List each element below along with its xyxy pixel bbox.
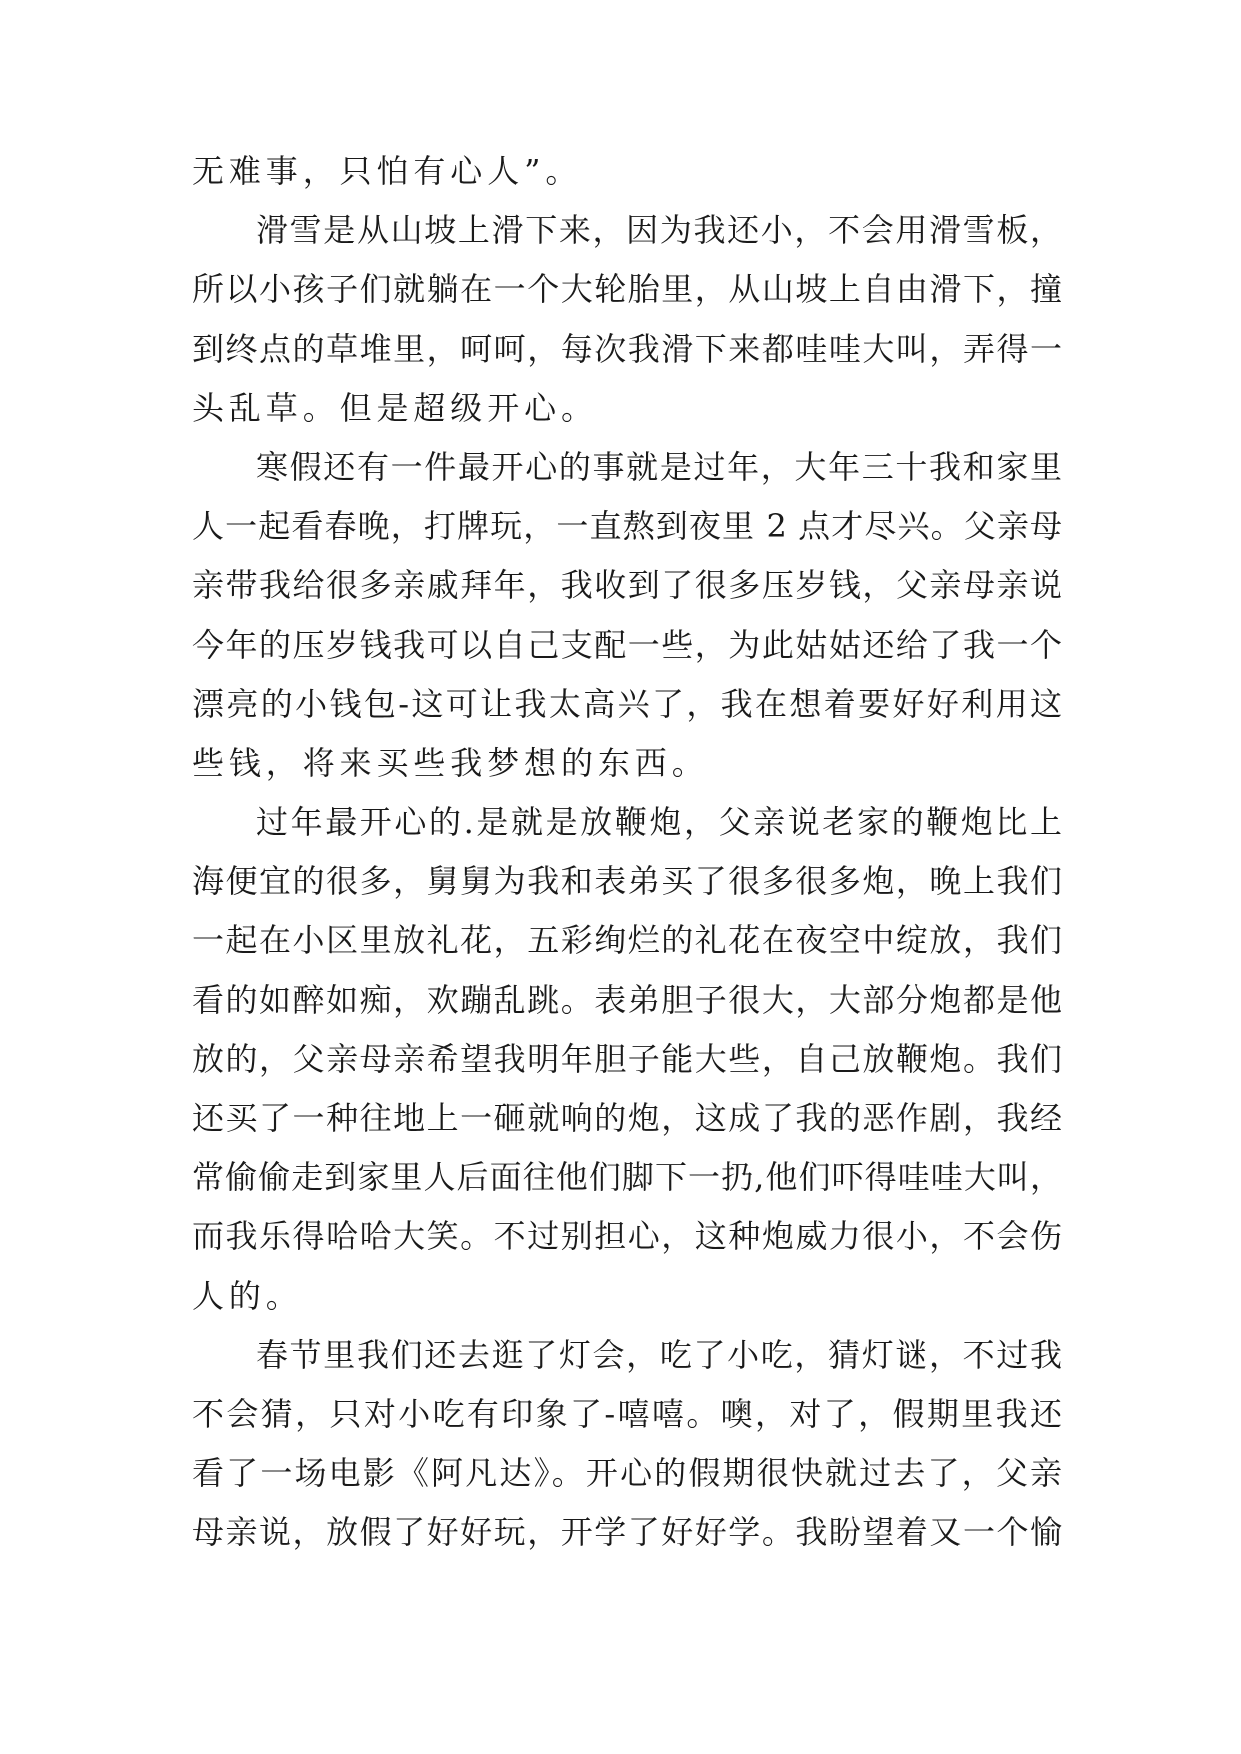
text-line: 无难事，只怕有心人”。 — [192, 152, 583, 190]
document-body — [192, 142, 1062, 1563]
paragraph-first-line: 过年最开心的.是就是放鞭炮，父亲说老家的鞭炮比上 — [256, 803, 1062, 842]
text-line: 漂亮的小钱包-这可让我太高兴了，我在想着要好好利用这 — [192, 684, 1062, 723]
paragraph-first-line: 寒假还有一件最开心的事就是过年，大年三十我和家里 — [256, 447, 1062, 486]
paragraph-first-line: 春节里我们还去逛了灯会，吃了小吃，猜灯谜，不过我 — [256, 1335, 1062, 1374]
text-line: 常偷偷走到家里人后面往他们脚下一扔,他们吓得哇哇大叫， — [192, 1158, 1062, 1197]
text-line: 母亲说，放假了好好玩，开学了好好学。我盼望着又一个愉 — [192, 1513, 1062, 1552]
text-line: 海便宜的很多，舅舅为我和表弟买了很多很多炮，晚上我们 — [192, 862, 1062, 901]
text-line: 到终点的草堆里，呵呵，每次我滑下来都哇哇大叫，弄得一 — [192, 329, 1062, 368]
text-line: 看的如醉如痴，欢蹦乱跳。表弟胆子很大，大部分炮都是他 — [192, 980, 1062, 1019]
text-line: 些钱，将来买些我梦想的东西。 — [192, 743, 709, 782]
text-line: 放的，父亲母亲希望我明年胆子能大些，自己放鞭炮。我们 — [192, 1039, 1062, 1078]
text-line: 而我乐得哈哈大笑。不过别担心，这种炮威力很小，不会伤 — [192, 1217, 1062, 1256]
text-line: 还买了一种往地上一砸就响的炮，这成了我的恶作剧，我经 — [192, 1099, 1062, 1137]
text-line: 不会猜，只对小吃有印象了-嘻嘻。噢，对了，假期里我还 — [192, 1394, 1062, 1433]
paragraph-first-line: 滑雪是从山坡上滑下来，因为我还小，不会用滑雪板， — [256, 211, 1062, 250]
text-line: 亲带我给很多亲戚拜年，我收到了很多压岁钱，父亲母亲说 — [192, 566, 1062, 605]
text-line: 所以小孩子们就躺在一个大轮胎里，从山坡上自由滑下，撞 — [192, 270, 1062, 309]
text-line: 一起在小区里放礼花，五彩绚烂的礼花在夜空中绽放，我们 — [192, 921, 1062, 960]
text-line: 今年的压岁钱我可以自己支配一些，为此姑姑还给了我一个 — [192, 625, 1062, 664]
text-line: 人的。 — [192, 1276, 303, 1315]
text-line: 人一起看春晚，打牌玩，一直熬到夜里 2 点才尽兴。父亲母 — [192, 507, 1062, 546]
text-line: 看了一场电影《阿凡达》。开心的假期很快就过去了，父亲 — [192, 1454, 1062, 1493]
text-line: 头乱草。但是超级开心。 — [192, 388, 598, 427]
